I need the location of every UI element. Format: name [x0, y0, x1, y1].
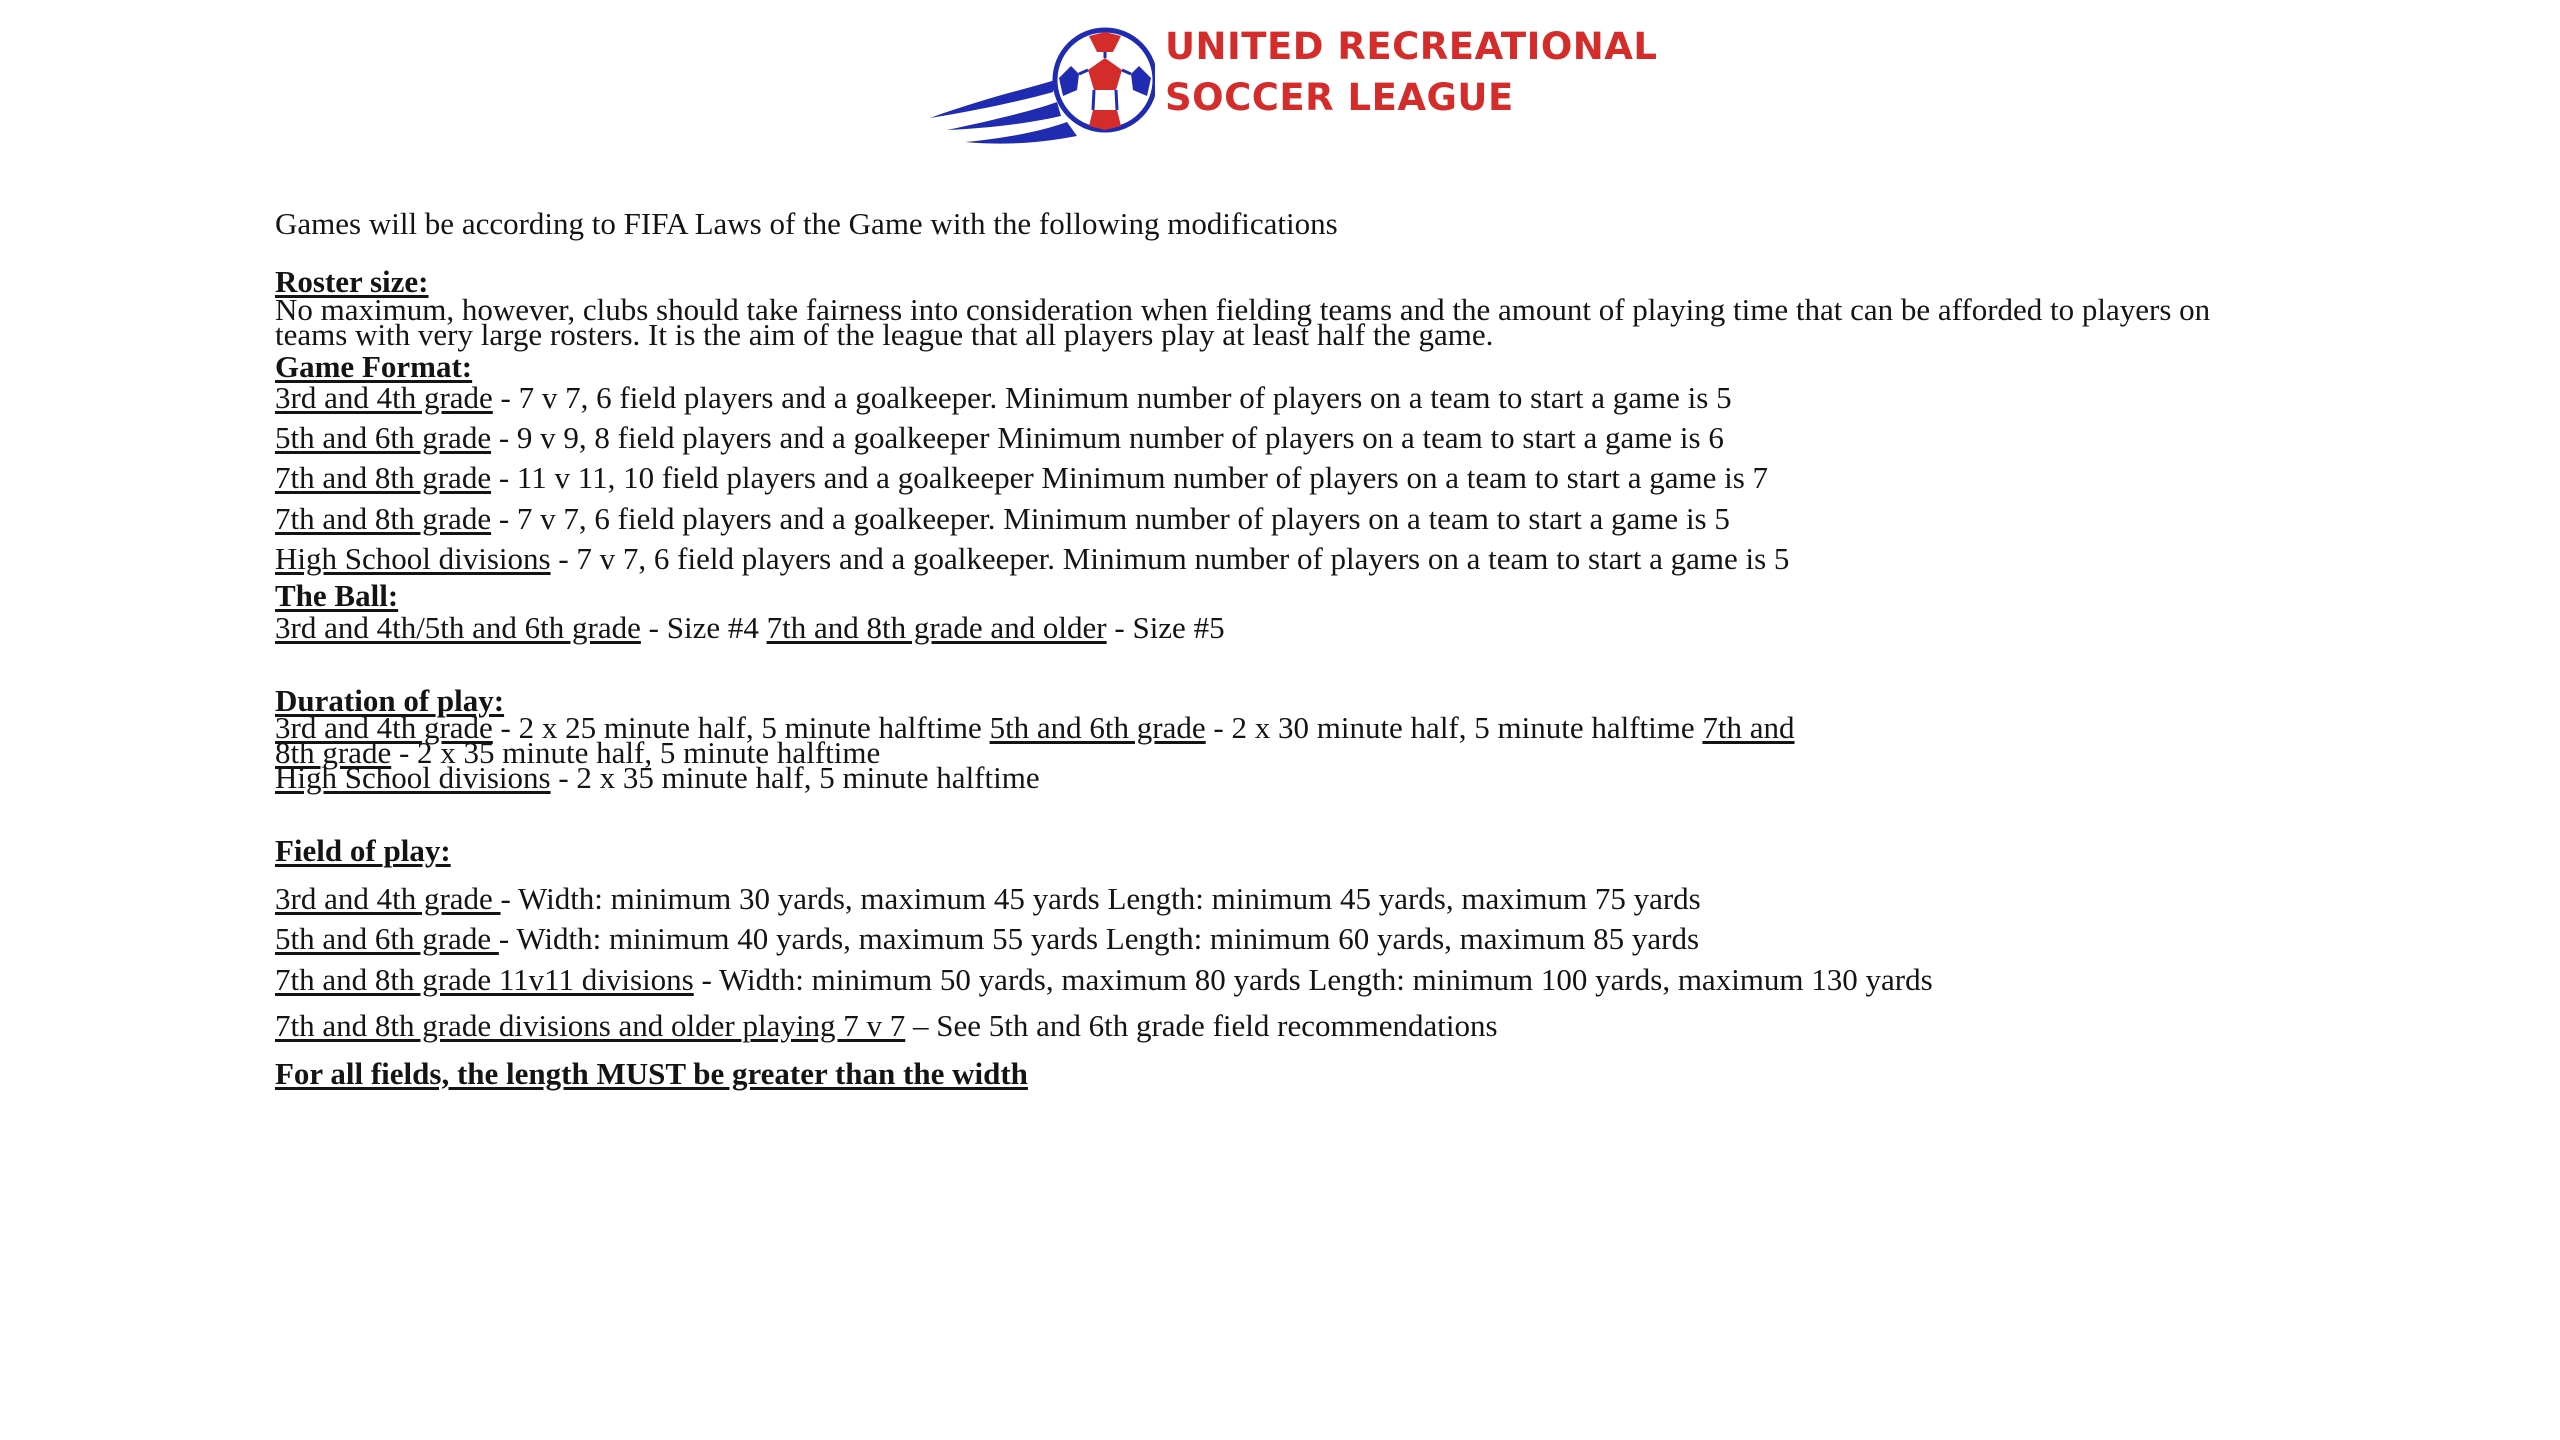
- logo-text-line2: SOCCER LEAGUE: [1165, 76, 1514, 119]
- grade-label: 5th and 6th grade: [989, 710, 1206, 746]
- grade-label: 7th and 8th grade divisions and older playing 7 v 7: [275, 1007, 906, 1043]
- ball-heading: The Ball:: [275, 577, 399, 613]
- grade-label: 7th and: [1702, 710, 1795, 746]
- duration-detail: - 2 x 30 minute half, 5 minute halftime: [1205, 710, 1703, 746]
- format-detail: - 7 v 7, 6 field players and a goalkeeper. Minimum number of players on a team to start a game is 5: [492, 380, 1732, 415]
- game-format-row: [275, 379, 2325, 416]
- field-list: [275, 880, 2325, 998]
- field-detail: - Width: minimum 50 yards, maximum 80 yards Length: minimum 100 yards, maximum 130 yards: [693, 961, 1933, 997]
- field-row: [275, 920, 2325, 957]
- duration-detail: - 2 x 25 minute half, 5 minute halftime: [492, 710, 990, 746]
- field-detail: - Width: minimum 40 yards, maximum 55 yards Length: minimum 60 yards, maximum 85 yards: [498, 921, 1700, 957]
- roster-text-line2: teams with very large rosters. It is the aim of the league that all players play at least half the game.: [275, 316, 1494, 352]
- logo-text-line1: UNITED RECREATIONAL: [1165, 25, 1658, 68]
- format-detail: - 7 v 7, 6 field players and a goalkeeper. Minimum number of players on a team to start a game is 5: [491, 500, 1730, 536]
- grade-label: 7th and 8th grade: [275, 460, 492, 496]
- game-format-row: [275, 419, 2325, 456]
- grade-label: 5th and 6th grade: [275, 420, 492, 456]
- duration-detail: - 2 x 35 minute half, 5 minute halftime: [550, 759, 1040, 795]
- format-detail: - 9 v 9, 8 field players and a goalkeeper Minimum number of players on a team to start a game is 6: [491, 420, 1724, 456]
- ball-sizes: [275, 609, 2325, 645]
- duration-heading: Duration of play:: [275, 682, 505, 718]
- ball-label-younger: 3rd and 4th/5th and 6th grade: [275, 609, 641, 645]
- format-detail: - 11 v 11, 10 field players and a goalkeeper Minimum number of players on a team to start a game is 7: [491, 460, 1769, 496]
- grade-label: 7th and 8th grade 11v11 divisions: [275, 961, 694, 997]
- game-format-list: [275, 379, 2325, 577]
- game-format-heading: Game Format:: [275, 349, 473, 385]
- field-note-detail: – See 5th and 6th grade field recommendations: [905, 1007, 1498, 1043]
- rules-document: [275, 205, 2325, 1095]
- grade-label: 3rd and 4th grade: [275, 380, 493, 415]
- grade-label: 3rd and 4th grade: [275, 710, 493, 746]
- ball-size-younger: - Size #4: [640, 609, 767, 645]
- duration-line3: [275, 759, 2325, 795]
- intro-text: Games will be according to FIFA Laws of the Game with the following modifications: [275, 206, 1338, 241]
- field-row: [275, 880, 2325, 917]
- game-format-row: [275, 540, 2325, 577]
- field-note: [275, 1007, 2325, 1044]
- field-detail: - Width: minimum 30 yards, maximum 45 yards Length: minimum 45 yards, maximum 75 yards: [500, 881, 1701, 917]
- soccer-ball-logo-icon: [925, 18, 1155, 153]
- format-detail: - 7 v 7, 6 field players and a goalkeeper. Minimum number of players on a team to start a game is 5: [550, 540, 1790, 576]
- grade-label: 3rd and 4th grade: [275, 881, 501, 917]
- grade-label: High School divisions: [275, 540, 551, 576]
- ball-label-older: 7th and 8th grade and older: [766, 609, 1107, 645]
- grade-label: High School divisions: [275, 759, 551, 795]
- field-final-rule: For all fields, the length MUST be greater than the width: [275, 1055, 1028, 1091]
- roster-heading: Roster size:: [275, 264, 429, 300]
- grade-label: 8th grade: [275, 734, 392, 770]
- league-logo: [925, 18, 1658, 153]
- grade-label: 5th and 6th grade: [275, 921, 499, 957]
- field-row: [275, 961, 2325, 998]
- game-format-row: [275, 500, 2325, 537]
- field-heading: Field of play:: [275, 832, 451, 868]
- roster-text-line1: No maximum, however, clubs should take fairness into consideration when fielding teams and the amount of playing time that can be afforded to players on: [275, 291, 2211, 327]
- game-format-row: [275, 459, 2325, 496]
- ball-size-older: - Size #5: [1106, 609, 1225, 645]
- grade-label: 7th and 8th grade: [275, 500, 492, 536]
- duration-detail: - 2 x 35 minute half, 5 minute halftime: [391, 734, 881, 770]
